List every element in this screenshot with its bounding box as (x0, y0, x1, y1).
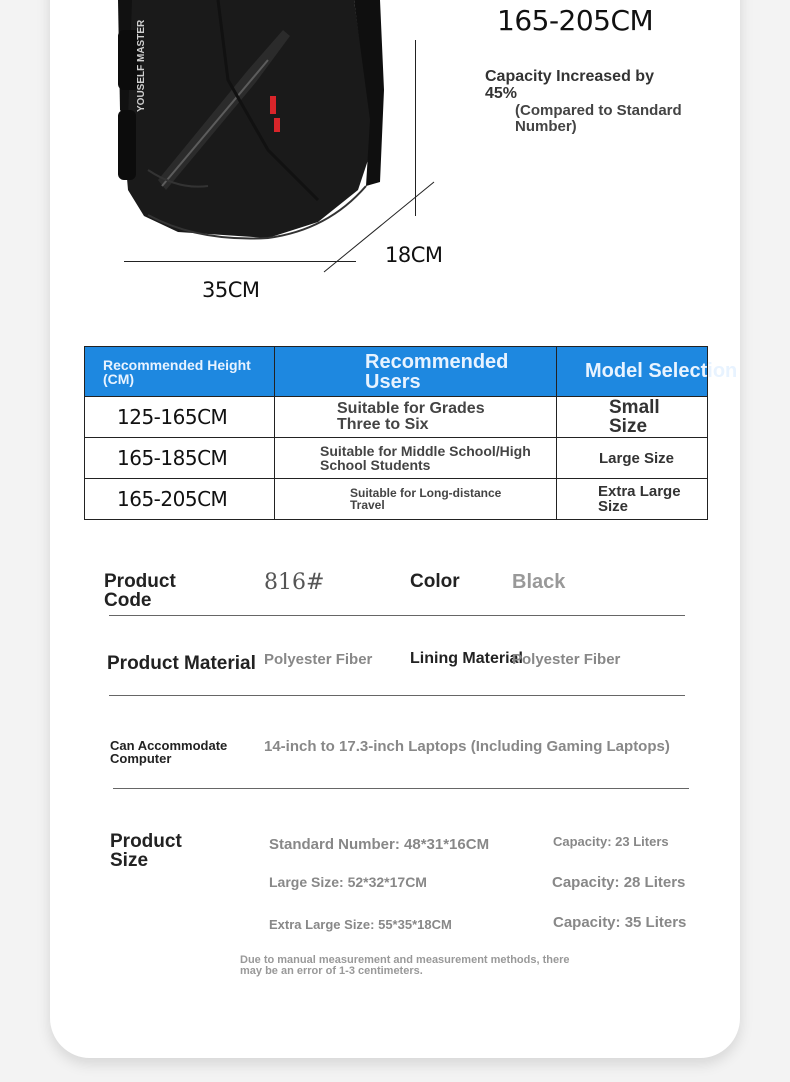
table-row (85, 397, 708, 438)
size-extra-large: Extra Large Size: 55*35*18CM (269, 917, 452, 932)
header-model: Model Selection (557, 347, 708, 397)
capacity-extra-large: Capacity: 35 Liters (553, 914, 687, 931)
table-row (85, 479, 708, 520)
header-height: Recommended Height (CM) (85, 347, 275, 397)
divider (109, 615, 685, 616)
table-row (85, 438, 708, 479)
row-model: Extra Large Size (557, 479, 708, 520)
capacity-standard: Capacity: 23 Liters (553, 834, 669, 849)
table-header-row (85, 347, 708, 397)
material-label: Product Material (107, 653, 256, 674)
color-label: Color (410, 571, 460, 592)
size-large: Large Size: 52*32*17CM (269, 874, 427, 890)
width-dimension: 35CM (202, 278, 260, 302)
divider (113, 788, 689, 789)
product-code-label: Product Code (104, 571, 176, 611)
color-value: Black (512, 571, 566, 593)
size-standard: Standard Number: 48*31*16CM (269, 836, 490, 853)
row-height: 125-165CM (85, 397, 275, 438)
product-code-value: 816# (264, 570, 325, 595)
height-dimension: 165-205CM (497, 4, 654, 37)
recommendation-table (84, 346, 738, 520)
depth-dimension: 18CM (385, 243, 443, 267)
row-users: Suitable for Middle School/High School Students (275, 438, 557, 479)
row-model: Small Size (557, 397, 708, 438)
lining-label: Lining Material (410, 650, 523, 667)
disclaimer: Due to manual measurement and measurement methods, there may be an error of 1-3 centimeters. (240, 954, 570, 977)
divider (109, 695, 685, 696)
capacity-headline: Capacity Increased by 45% (485, 68, 654, 102)
row-height: 165-185CM (85, 438, 275, 479)
capacity-large: Capacity: 28 Liters (552, 874, 686, 891)
size-label: Product Size (110, 831, 182, 871)
row-model: Large Size (557, 438, 708, 479)
header-users: Recommended Users (275, 347, 557, 397)
bag-brand-logo: YOUSELF MASTER (136, 19, 147, 112)
computer-value: 14-inch to 17.3-inch Laptops (Including Gaming Laptops) (264, 738, 670, 755)
material-value: Polyester Fiber (264, 651, 373, 668)
row-height: 165-205CM (85, 479, 275, 520)
lining-value: Polyester Fiber (512, 651, 621, 668)
row-users: Suitable for Long-distance Travel (275, 479, 557, 520)
capacity-note: (Compared to Standard Number) (515, 102, 682, 135)
row-users: Suitable for Grades Three to Six (275, 397, 557, 438)
computer-label: Can Accommodate Computer (110, 738, 228, 766)
